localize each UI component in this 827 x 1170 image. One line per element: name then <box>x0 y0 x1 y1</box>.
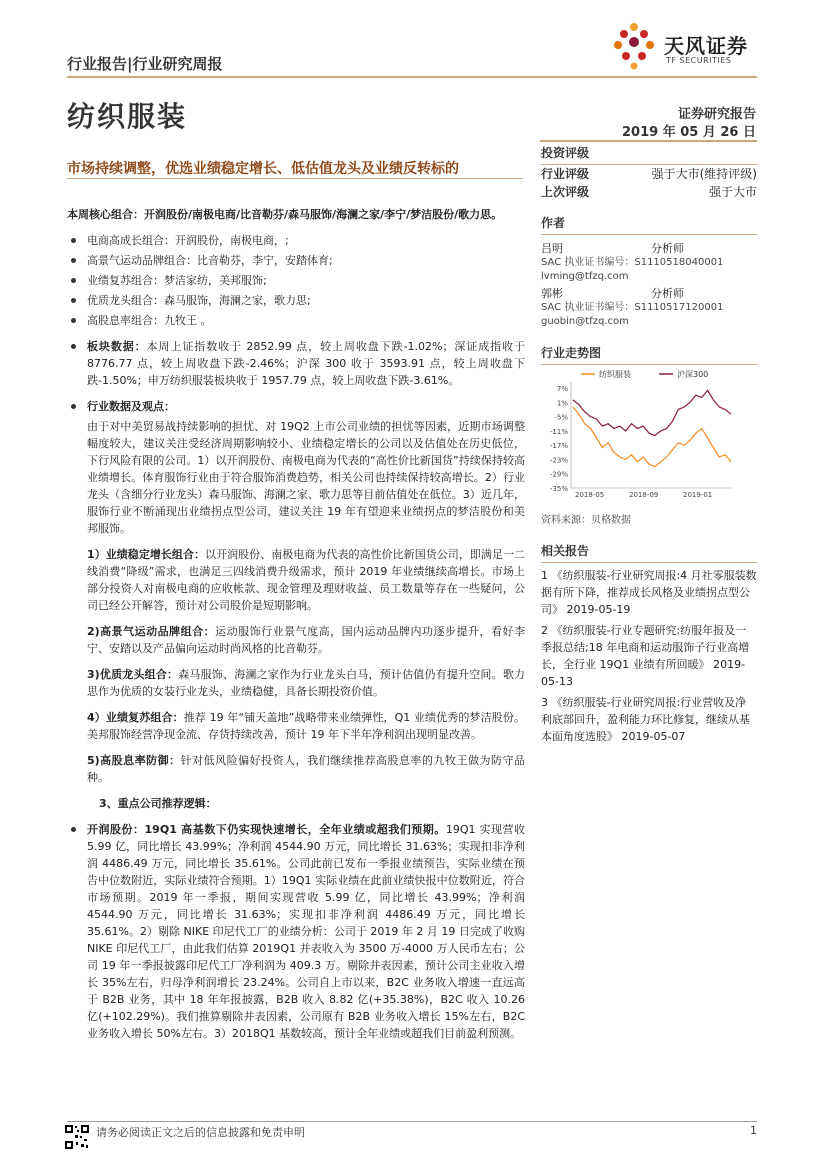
series-line <box>573 390 731 435</box>
qr-code-icon <box>64 1124 90 1150</box>
rating-title: 投资评级 <box>541 146 590 160</box>
group-item <box>67 272 525 289</box>
main-content <box>67 206 525 1045</box>
group-text: 高景气运动品牌组合：比音勒芬，李宁，安踏体育; <box>87 254 333 267</box>
prev-rating-label: 上次评级 <box>541 185 590 199</box>
author-role: 分析师 <box>651 287 684 300</box>
company-label: 开润股份：19Q1 高基数下仍实现快速增长，全年业绩或超我们预期。 <box>87 823 446 836</box>
view-text: 由于对中美贸易战持续影响的担忧、对 19Q2 上市公司业绩的担忧等因素，近期市场调整幅度较大，建议关注受经济周期影响较小、业绩稳定增长的公司以及估值处在历史低位，下行风险有限的公司。1）以开润股份、南极电商为代表的“高性价比新国货”持续保持较高业绩增长。体育服饰行业由于符合服饰消费趋势，相关公司也持续保持较高增长。2）行业龙头（含细分行业龙头）森马服饰、海澜之家、歌力思等目前估值处在低位。3）近几年，服饰行业不断涌现出业绩拐点型公司，建议关注 19 年有望迎来业绩拐点的梦洁股份和美邦服饰。 <box>87 420 525 535</box>
company-text: 19Q1 实现营收 5.99 亿，同比增长 43.99%；净利润 4544.90 万元，同比增长 31.63%；实现扣非净利润 4486.49 万元，同比增长 35.61%。公司此前已发布一季报业绩预告，实际业绩在预告中位数附近，实际业绩符合预期。1）19Q1 实际业绩在此前业绩快报中位数附近，符合市场预期。2019 年一季报，期间实现营收 5.99 亿，同比增长 43.99%；净利润 4544.90 万元，同比增长 31.63%；实现扣非净利润 4486.49 万元，同比增长 35.61%。2）剔除 NIKE 印尼代工厂的业绩分析：公司于 2019 年 2 月 19 日完成了收购 NIKE 印尼代工厂，由此我们估算 2019Q1 并表收入为 3500 万-4000 万人民币左右；公司 19 年一季报披露印尼代工厂净利润为 409.3 万。剔除并表因素，预计公司主业收入增长 35%左右，归母净利润增长 23.24%。公司自上市以来，B2C 业务收入增速一直远高于 B2B 业务，其中 18 年年报披露，B2B 收入 8.82 亿(+35.38%)，B2C 收入 10.26 亿(+102.29%)。我们推算剔除并表因素，公司原有 B2B 业务收入增长 15%左右，B2C 业务收入增长 50%左右。3）2018Q1 基数较高，预计全年业绩或超我们目前盈利预测。 <box>87 823 526 1040</box>
author-entry <box>541 241 757 284</box>
item-1 <box>67 546 525 614</box>
group-item <box>67 232 525 249</box>
logic-title: 3、重点公司推荐逻辑： <box>99 797 217 810</box>
core-portfolio: 本周核心组合：开润股份/南极电商/比音勒芬/森马服饰/海澜之家/李宁/梦洁股份/歌力思。 <box>67 208 503 221</box>
company-logo <box>612 22 762 72</box>
item-text: 森马服饰、海澜之家作为行业龙头白马，预计估值仍有提升空间。歌力思作为优质的女装行业龙头，业绩稳健，具备长期投资价值。 <box>87 668 526 698</box>
logo-name-en: TF SECURITIES <box>666 56 732 65</box>
industry-rating-label: 行业评级 <box>541 167 590 181</box>
item-label: 4）业绩复苏组合： <box>87 711 184 724</box>
group-item <box>67 252 525 269</box>
legend-label: 纺织服装 <box>599 370 631 379</box>
item-label: 5)高股息率防御： <box>87 754 181 767</box>
chart-source: 资料来源：贝格数据 <box>541 515 631 526</box>
page-number: 1 <box>750 1124 757 1137</box>
author-entry <box>541 286 757 329</box>
group-text: 高股息率组合：九牧王 。 <box>87 314 212 327</box>
related-report[interactable]: 2 《纺织服装-行业专题研究:纺服年报及一季报总结;18 年电商和运动服饰子行业高增长，全行业 19Q1 业绩有所回暖》 2019-05-13 <box>541 624 750 688</box>
x-tick-label: 2019-01 <box>683 491 713 499</box>
rating-panel <box>541 144 757 201</box>
sidebar-divider <box>540 140 757 142</box>
series-line <box>573 407 731 467</box>
doc-kind: 证券研究报告 <box>677 107 756 122</box>
report-type: 行业报告|行业研究周报 <box>67 55 223 73</box>
author-sac: SAC 执业证书编号：S1110517120001 <box>541 302 724 313</box>
item-3 <box>67 666 525 700</box>
related-report[interactable]: 1 《纺织服装-行业研究周报:4 月社零服装数据有所下降，推荐成长风格及业绩拐点型公司》 2019-05-19 <box>541 569 757 616</box>
item-4 <box>67 709 525 743</box>
plate-text: 本周上证指数收于 2852.99 点，较上周收盘下跌-1.02%；深证成指收于 8776.77 点，较上周收盘下跌-2.46%；沪深 300 收于 3593.91 点，较上周收盘下跌-1.50%；申万纺织服装板块收于 1957.79 点，较上周收盘下跌-3.61%。 <box>87 340 525 387</box>
trend-chart <box>541 364 741 502</box>
related-title: 相关报告 <box>541 544 590 558</box>
report-date: 2019 年 05 月 26 日 <box>622 125 756 140</box>
headline-divider <box>67 178 523 179</box>
legend-label: 沪深300 <box>677 370 709 379</box>
item-2 <box>67 623 525 657</box>
author-name: 郭彬 <box>541 287 563 300</box>
author-name: 吕明 <box>541 242 563 255</box>
industry-rating-value: 强于大市(维持评级) <box>651 167 757 181</box>
related-report[interactable]: 3 《纺织服装-行业研究周报:行业营收及净利底部回升，盈利能力环比修复，继续从基本面角度选股》 2019-05-07 <box>541 696 750 743</box>
group-text: 电商高成长组合：开润股份，南极电商，; <box>87 234 289 247</box>
y-tick-label: -35% <box>549 485 568 493</box>
y-tick-label: 7% <box>556 385 568 393</box>
group-text: 业绩复苏组合：梦洁家纺，美邦服饰; <box>87 274 267 287</box>
y-tick-label: -29% <box>549 470 568 479</box>
y-tick-label: -11% <box>549 427 568 436</box>
prev-rating-value: 强于大市 <box>708 185 757 199</box>
item-text: 运动服饰行业景气度高，国内运动品牌内功逐步提升，看好李宁、安踏以及产品偏向运动时尚风格的比音勒芬。 <box>87 625 525 655</box>
group-item <box>67 292 525 309</box>
authors-panel <box>541 214 757 329</box>
prev-rating <box>541 183 757 201</box>
y-tick-label: -17% <box>549 442 568 451</box>
x-tick-label: 2018-09 <box>629 491 659 499</box>
trend-title: 行业走势图 <box>541 346 602 360</box>
item-label: 2)高景气运动品牌组合： <box>87 625 216 638</box>
view-label: 行业数据及观点： <box>67 398 525 415</box>
header-divider <box>67 76 757 78</box>
footer-divider <box>67 1121 757 1122</box>
industry-rating <box>541 165 757 183</box>
author-sac: SAC 执业证书编号：S1110518040001 <box>541 257 724 268</box>
trend-panel <box>541 344 757 365</box>
authors-title: 作者 <box>541 216 566 230</box>
item-text: 以开润股份、南极电商为代表的高性价比新国货公司，即满足一二线消费“降级”需求，也满足三四线消费升级需求，预计 2019 年业绩继续高增长。市场上部分投资人对南极电商的应收帐款、现金管理及理财收益、员工数量等存在一些疑问，公司已经公开解答，预计对公司股价是短期影响。 <box>87 548 526 612</box>
group-item <box>67 312 525 329</box>
item-text: 针对低风险偏好投资人，我们继续推荐高股息率的九牧王做为防守品种。 <box>87 754 525 784</box>
item-text: 推荐 19 年“铺天盖地”战略带来业绩弹性，Q1 业绩优秀的梦洁股份。美邦服饰经营净现金流、存货持续改善，预计 19 年下半年净利润出现明显改善。 <box>87 711 525 741</box>
item-5 <box>67 752 525 786</box>
author-email[interactable]: guobin@tfzq.com <box>541 316 629 327</box>
logo-mark-icon <box>612 22 656 70</box>
plate-label: 板块数据： <box>87 340 147 353</box>
company-item <box>67 821 525 1042</box>
author-email[interactable]: lvming@tfzq.com <box>541 271 629 282</box>
author-role: 分析师 <box>651 242 684 255</box>
logo-name: 天风证券 <box>664 34 748 58</box>
y-tick-label: -5% <box>554 413 568 422</box>
item-label: 3)优质龙头组合： <box>87 668 179 681</box>
report-headline: 市场持续调整，优选业绩稳定增长、低估值龙头及业绩反转标的 <box>67 161 459 177</box>
item-label: 1）业绩稳定增长组合： <box>87 548 206 561</box>
y-tick-label: 1% <box>556 399 568 408</box>
x-tick-label: 2018-05 <box>575 491 605 499</box>
sector-title: 纺织服装 <box>67 100 188 133</box>
y-tick-label: -23% <box>549 456 568 465</box>
footer-disclaimer: 请务必阅读正文之后的信息披露和免责申明 <box>96 1126 305 1139</box>
related-panel <box>541 542 757 745</box>
group-text: 优质龙头组合：森马服饰，海澜之家，歌力思; <box>87 294 311 307</box>
plate-data <box>67 338 525 389</box>
